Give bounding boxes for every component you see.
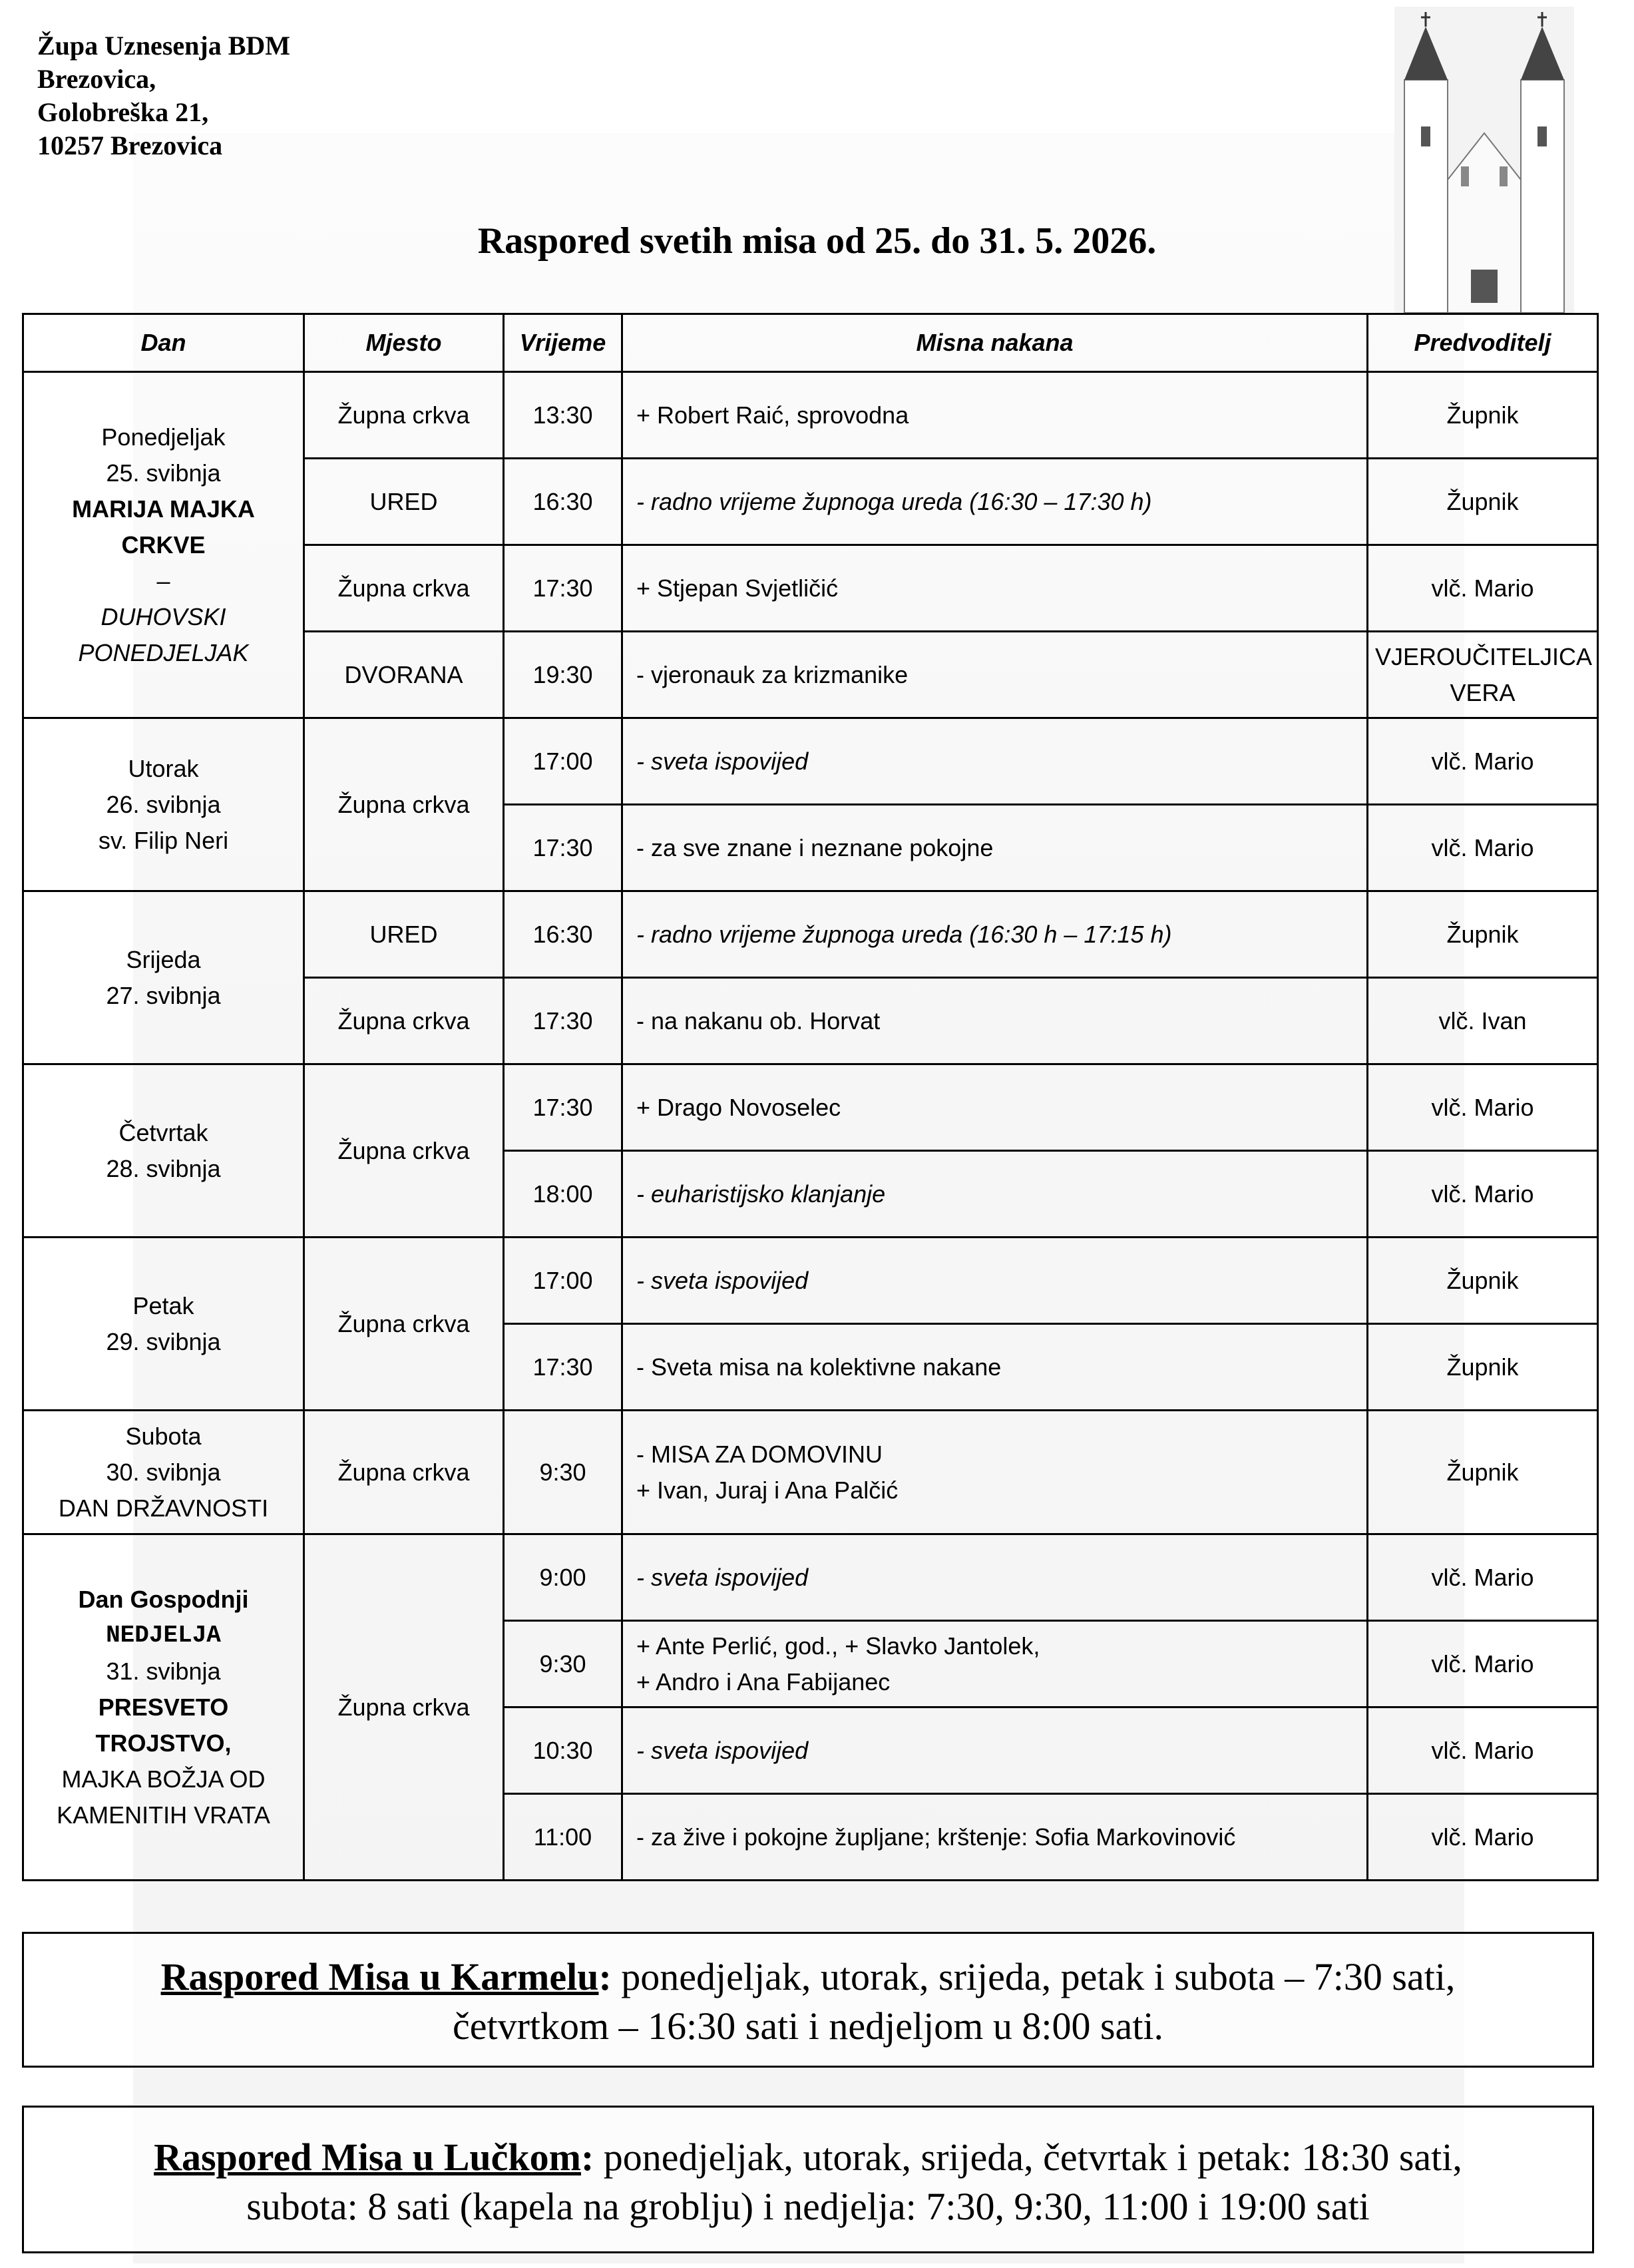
day-label: Dan Gospodnji <box>78 1585 249 1613</box>
feast-name: DAN DRŽAVNOSTI <box>58 1494 269 1522</box>
day-name: Srijeda <box>126 945 201 973</box>
intent-cell: + Stjepan Svjetličić <box>622 545 1368 632</box>
karmel-text: ponedjeljak, utorak, srijeda, petak i subota – 7:30 sati, <box>611 1955 1456 1998</box>
place-cell: Župna crkva <box>304 1411 504 1534</box>
day-date: 31. svibnja <box>106 1657 221 1685</box>
header-nakana: Misna nakana <box>622 314 1368 372</box>
leader-cell: Župnik <box>1368 1238 1598 1324</box>
table-row <box>23 1534 1598 1621</box>
lucko-line <box>24 2133 1592 2182</box>
day-cell-wednesday <box>23 891 304 1064</box>
feast-dash: – <box>156 567 170 594</box>
time-cell: 17:30 <box>504 545 622 632</box>
day-cell-thursday <box>23 1064 304 1238</box>
feast-name: PONEDJELJAK <box>78 638 249 666</box>
time-cell: 9:30 <box>504 1411 622 1534</box>
day-name: Utorak <box>128 754 199 782</box>
intent-cell: - radno vrijeme župnoga ureda (16:30 h – 17:15 h) <box>622 891 1368 978</box>
table-row <box>23 372 1598 459</box>
feast-name: CRKVE <box>121 531 206 559</box>
place-cell: Župna crkva <box>304 372 504 459</box>
feast-name: sv. Filip Neri <box>98 826 229 854</box>
place-cell: URED <box>304 891 504 978</box>
leader-cell: vlč. Mario <box>1368 718 1598 805</box>
feast-name: PRESVETO TROJSTVO, <box>95 1693 232 1757</box>
feast-name: MAJKA BOŽJA OD <box>61 1765 266 1793</box>
day-name: Petak <box>132 1291 194 1319</box>
leader-line: VJEROUČITELJICA <box>1375 642 1593 670</box>
intent-cell: - sveta ispovijed <box>622 1534 1368 1621</box>
intent-cell: - za sve znane i neznane pokojne <box>622 805 1368 891</box>
leader-line: VERA <box>1450 678 1516 706</box>
day-name: Četvrtak <box>118 1118 208 1146</box>
karmel-schedule-box <box>22 1932 1594 2068</box>
intent-cell <box>622 1411 1368 1534</box>
mass-schedule-table <box>22 313 1599 1881</box>
intent-cell: - za žive i pokojne župljane; krštenje: Sofia Markovinović <box>622 1794 1368 1881</box>
intent-cell: - Sveta misa na kolektivne nakane <box>622 1324 1368 1411</box>
leader-cell: Župnik <box>1368 1324 1598 1411</box>
time-cell: 17:00 <box>504 718 622 805</box>
intent-cell: + Drago Novoselec <box>622 1064 1368 1151</box>
day-name: Ponedjeljak <box>101 423 226 451</box>
table-row <box>23 891 1598 978</box>
leader-cell: vlč. Mario <box>1368 805 1598 891</box>
leader-cell: vlč. Mario <box>1368 1151 1598 1238</box>
time-cell: 13:30 <box>504 372 622 459</box>
address-line: Brezovica, <box>37 64 156 94</box>
table-row <box>23 718 1598 805</box>
time-cell: 11:00 <box>504 1794 622 1881</box>
header-dan: Dan <box>23 314 304 372</box>
day-cell-saturday <box>23 1411 304 1534</box>
day-cell-friday <box>23 1238 304 1411</box>
intent-cell: - euharistijsko klanjanje <box>622 1151 1368 1238</box>
day-cell-sunday <box>23 1534 304 1881</box>
place-cell: Župna crkva <box>304 545 504 632</box>
day-date: 27. svibnja <box>106 981 221 1009</box>
leader-cell: vlč. Mario <box>1368 545 1598 632</box>
place-cell: DVORANA <box>304 632 504 718</box>
place-cell: URED <box>304 459 504 545</box>
address-line: 10257 Brezovica <box>37 130 223 160</box>
parish-address <box>37 29 290 162</box>
time-cell: 9:30 <box>504 1621 622 1707</box>
day-date: 28. svibnja <box>106 1154 221 1182</box>
table-row <box>23 1064 1598 1151</box>
lucko-text: ponedjeljak, utorak, srijeda, četvrtak i petak: 18:30 sati, <box>594 2136 1462 2179</box>
intent-line: + Ante Perlić, god., + Slavko Jantolek, <box>636 1632 1040 1660</box>
place-cell: Župna crkva <box>304 978 504 1064</box>
day-cell-monday <box>23 372 304 718</box>
leader-cell: vlč. Mario <box>1368 1534 1598 1621</box>
feast-name: DUHOVSKI <box>101 602 226 630</box>
time-cell: 18:00 <box>504 1151 622 1238</box>
intent-cell: - radno vrijeme župnoga ureda (16:30 – 17:30 h) <box>622 459 1368 545</box>
karmel-colon: : <box>598 1955 612 1998</box>
leader-cell: Župnik <box>1368 372 1598 459</box>
day-date: 25. svibnja <box>106 459 221 487</box>
intent-cell: - sveta ispovijed <box>622 1707 1368 1794</box>
time-cell: 19:30 <box>504 632 622 718</box>
time-cell: 17:30 <box>504 1324 622 1411</box>
intent-line: - MISA ZA DOMOVINU <box>636 1440 883 1468</box>
time-cell: 16:30 <box>504 891 622 978</box>
leader-cell: vlč. Mario <box>1368 1707 1598 1794</box>
church-image <box>1394 7 1574 313</box>
karmel-label: Raspored Misa u Karmelu <box>160 1955 599 1998</box>
page-title: Raspored svetih misa od 25. do 31. 5. 2026. <box>477 220 1157 262</box>
intent-cell: - na nakanu ob. Horvat <box>622 978 1368 1064</box>
address-line: Župa Uznesenja BDM <box>37 31 291 61</box>
leader-cell: Župnik <box>1368 891 1598 978</box>
lucko-text-2: subota: 8 sati (kapela na groblju) i nedjelja: 7:30, 9:30, 11:00 i 19:00 sati <box>246 2185 1370 2228</box>
header-mjesto: Mjesto <box>304 314 504 372</box>
place-cell: Župna crkva <box>304 1064 504 1238</box>
day-cell-tuesday <box>23 718 304 891</box>
leader-cell: vlč. Mario <box>1368 1064 1598 1151</box>
time-cell: 17:30 <box>504 1064 622 1151</box>
feast-name: MARIJA MAJKA <box>72 495 255 523</box>
leader-cell <box>1368 632 1598 718</box>
intent-line: + Andro i Ana Fabijanec <box>636 1668 891 1696</box>
intent-cell <box>622 1621 1368 1707</box>
lucko-label: Raspored Misa u Lučkom <box>154 2136 581 2179</box>
intent-cell: - vjeronauk za krizmanike <box>622 632 1368 718</box>
day-date: 30. svibnja <box>106 1458 221 1486</box>
place-cell: Župna crkva <box>304 1534 504 1881</box>
day-date: 26. svibnja <box>106 790 221 818</box>
table-row <box>23 1411 1598 1534</box>
time-cell: 17:00 <box>504 1238 622 1324</box>
place-cell: Župna crkva <box>304 1238 504 1411</box>
header-vrijeme: Vrijeme <box>504 314 622 372</box>
address-line: Golobreška 21, <box>37 97 209 127</box>
leader-cell: vlč. Mario <box>1368 1621 1598 1707</box>
time-cell: 17:30 <box>504 805 622 891</box>
feast-name: KAMENITIH VRATA <box>57 1801 270 1829</box>
header-predvoditelj: Predvoditelj <box>1368 314 1598 372</box>
intent-cell: - sveta ispovijed <box>622 1238 1368 1324</box>
place-cell: Župna crkva <box>304 718 504 891</box>
table-header-row <box>23 314 1598 372</box>
time-cell: 17:30 <box>504 978 622 1064</box>
leader-cell: Župnik <box>1368 1411 1598 1534</box>
day-name: NEDJELJA <box>106 1621 221 1649</box>
time-cell: 9:00 <box>504 1534 622 1621</box>
time-cell: 10:30 <box>504 1707 622 1794</box>
lucko-schedule-box <box>22 2106 1594 2253</box>
day-date: 29. svibnja <box>106 1327 221 1355</box>
leader-cell: Župnik <box>1368 459 1598 545</box>
leader-cell: vlč. Ivan <box>1368 978 1598 1064</box>
lucko-colon: : <box>580 2136 594 2179</box>
karmel-line <box>24 1952 1592 2002</box>
table-row <box>23 1238 1598 1324</box>
time-cell: 16:30 <box>504 459 622 545</box>
intent-line: + Ivan, Juraj i Ana Palčić <box>636 1476 899 1504</box>
intent-cell: - sveta ispovijed <box>622 718 1368 805</box>
intent-cell: + Robert Raić, sprovodna <box>622 372 1368 459</box>
leader-cell: vlč. Mario <box>1368 1794 1598 1881</box>
day-name: Subota <box>125 1422 202 1450</box>
karmel-text-2: četvrtkom – 16:30 sati i nedjeljom u 8:00 sati. <box>452 2004 1163 2048</box>
